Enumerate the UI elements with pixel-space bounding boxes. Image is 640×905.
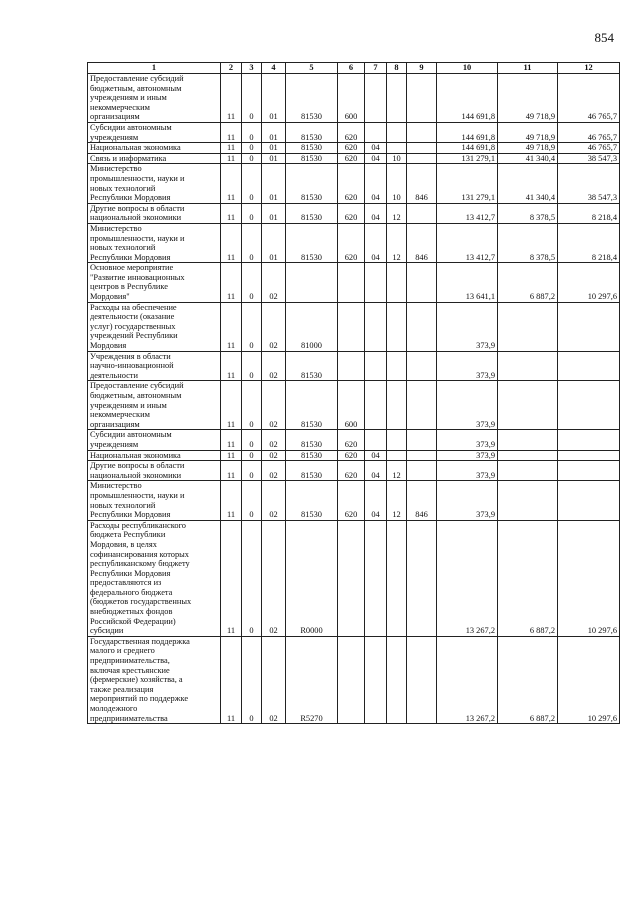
row-name-text: Министерство промышленности, науки и новых технологий Республики Мордовия xyxy=(90,223,185,262)
cell-col-9 xyxy=(407,74,437,123)
cell-col-3: 0 xyxy=(242,351,262,381)
cell-col-5: 81530 xyxy=(286,481,338,520)
cell-col-6 xyxy=(338,520,365,636)
cell-col-10: 144 691,8 xyxy=(437,122,498,142)
cell-col-8: 10 xyxy=(387,164,407,203)
cell-col-2: 11 xyxy=(221,122,242,142)
cell-col-6: 620 xyxy=(338,461,365,481)
row-name-cell xyxy=(88,122,221,142)
cell-col-8 xyxy=(387,636,407,723)
row-name-text: Субсидии автономным учреждениям xyxy=(90,122,172,142)
cell-col-11 xyxy=(498,351,558,381)
cell-col-7: 04 xyxy=(365,153,387,164)
cell-col-5: 81530 xyxy=(286,143,338,154)
table-row xyxy=(88,122,620,142)
cell-col-3: 0 xyxy=(242,430,262,450)
cell-col-12 xyxy=(558,381,620,430)
row-name-text: Расходы республиканского бюджета Республики Мордовия, в целях софинансирования которых республиканскому бюджету Республики Мордовия предоставляются из федерального бюджета (бюджетов государственных внебюджетных фондов Российской Федерации) субсидии xyxy=(90,520,192,636)
cell-col-10: 144 691,8 xyxy=(437,74,498,123)
cell-col-5: 81530 xyxy=(286,450,338,461)
cell-col-12: 38 547,3 xyxy=(558,153,620,164)
cell-col-5: R0000 xyxy=(286,520,338,636)
cell-col-6: 620 xyxy=(338,203,365,223)
cell-col-9 xyxy=(407,153,437,164)
cell-col-3: 0 xyxy=(242,122,262,142)
cell-col-2: 11 xyxy=(221,164,242,203)
cell-col-3: 0 xyxy=(242,263,262,302)
cell-col-2: 11 xyxy=(221,481,242,520)
cell-col-5: 81530 xyxy=(286,153,338,164)
table-row xyxy=(88,461,620,481)
cell-col-4: 02 xyxy=(262,381,286,430)
cell-col-7 xyxy=(365,74,387,123)
cell-col-5: 81530 xyxy=(286,430,338,450)
cell-col-12: 46 765,7 xyxy=(558,74,620,123)
row-name-cell xyxy=(88,263,221,302)
cell-col-7: 04 xyxy=(365,164,387,203)
row-name-cell xyxy=(88,481,221,520)
cell-col-11: 41 340,4 xyxy=(498,153,558,164)
cell-col-11 xyxy=(498,430,558,450)
cell-col-4: 02 xyxy=(262,450,286,461)
cell-col-8 xyxy=(387,263,407,302)
table-row xyxy=(88,381,620,430)
cell-col-12: 8 218,4 xyxy=(558,203,620,223)
column-header: 8 xyxy=(387,63,407,74)
cell-col-3: 0 xyxy=(242,636,262,723)
table-body xyxy=(88,74,620,724)
cell-col-4: 02 xyxy=(262,263,286,302)
cell-col-4: 02 xyxy=(262,351,286,381)
cell-col-4: 02 xyxy=(262,430,286,450)
cell-col-11 xyxy=(498,450,558,461)
cell-col-11: 49 718,9 xyxy=(498,122,558,142)
cell-col-9 xyxy=(407,302,437,351)
cell-col-7 xyxy=(365,430,387,450)
cell-col-4: 01 xyxy=(262,164,286,203)
column-header: 10 xyxy=(437,63,498,74)
cell-col-7: 04 xyxy=(365,461,387,481)
cell-col-2: 11 xyxy=(221,302,242,351)
cell-col-8 xyxy=(387,351,407,381)
table-row xyxy=(88,302,620,351)
cell-col-7 xyxy=(365,351,387,381)
cell-col-8 xyxy=(387,430,407,450)
cell-col-6: 620 xyxy=(338,481,365,520)
cell-col-12: 46 765,7 xyxy=(558,143,620,154)
cell-col-10: 373,9 xyxy=(437,351,498,381)
row-name-cell xyxy=(88,450,221,461)
row-name-text: Национальная экономика xyxy=(90,450,181,460)
cell-col-4: 02 xyxy=(262,461,286,481)
cell-col-9 xyxy=(407,430,437,450)
cell-col-11 xyxy=(498,381,558,430)
cell-col-10: 131 279,1 xyxy=(437,164,498,203)
cell-col-5: 81530 xyxy=(286,164,338,203)
cell-col-6: 620 xyxy=(338,430,365,450)
cell-col-7: 04 xyxy=(365,223,387,262)
row-name-text: Другие вопросы в области национальной экономики xyxy=(90,203,185,223)
cell-col-12: 38 547,3 xyxy=(558,164,620,203)
cell-col-2: 11 xyxy=(221,223,242,262)
cell-col-6: 620 xyxy=(338,143,365,154)
cell-col-5 xyxy=(286,263,338,302)
cell-col-7: 04 xyxy=(365,450,387,461)
row-name-text: Государственная поддержка малого и среднего предпринимательства, включая крестьянские (фермерские) хозяйства, а также реализация мероприятий по поддержке молодежного предпринимательства xyxy=(90,636,190,723)
row-name-text: Министерство промышленности, науки и новых технологий Республики Мордовия xyxy=(90,481,185,520)
cell-col-10: 13 267,2 xyxy=(437,520,498,636)
cell-col-6 xyxy=(338,302,365,351)
cell-col-5: 81530 xyxy=(286,223,338,262)
cell-col-10: 373,9 xyxy=(437,381,498,430)
cell-col-2: 11 xyxy=(221,351,242,381)
cell-col-7 xyxy=(365,302,387,351)
cell-col-8: 12 xyxy=(387,223,407,262)
cell-col-6: 620 xyxy=(338,450,365,461)
cell-col-6 xyxy=(338,351,365,381)
cell-col-2: 11 xyxy=(221,461,242,481)
cell-col-9: 846 xyxy=(407,481,437,520)
cell-col-5: 81530 xyxy=(286,461,338,481)
row-name-text: Другие вопросы в области национальной экономики xyxy=(90,461,185,480)
cell-col-8 xyxy=(387,520,407,636)
cell-col-6: 620 xyxy=(338,223,365,262)
cell-col-9: 846 xyxy=(407,164,437,203)
row-name-text: Национальная экономика xyxy=(90,143,181,153)
cell-col-2: 11 xyxy=(221,450,242,461)
row-name-cell xyxy=(88,461,221,481)
cell-col-10: 13 412,7 xyxy=(437,203,498,223)
cell-col-7: 04 xyxy=(365,481,387,520)
cell-col-7 xyxy=(365,636,387,723)
cell-col-11 xyxy=(498,302,558,351)
table-row xyxy=(88,223,620,262)
cell-col-3: 0 xyxy=(242,520,262,636)
column-header: 7 xyxy=(365,63,387,74)
cell-col-2: 11 xyxy=(221,153,242,164)
cell-col-6 xyxy=(338,263,365,302)
cell-col-10: 13 267,2 xyxy=(437,636,498,723)
cell-col-3: 0 xyxy=(242,143,262,154)
row-name-text: Связь и информатика xyxy=(90,153,167,163)
table-row xyxy=(88,636,620,723)
cell-col-12: 46 765,7 xyxy=(558,122,620,142)
cell-col-9 xyxy=(407,351,437,381)
table-row xyxy=(88,143,620,154)
row-name-cell xyxy=(88,164,221,203)
cell-col-3: 0 xyxy=(242,153,262,164)
cell-col-4: 02 xyxy=(262,520,286,636)
cell-col-7: 04 xyxy=(365,203,387,223)
cell-col-2: 11 xyxy=(221,430,242,450)
table-header-row xyxy=(88,63,620,74)
cell-col-12 xyxy=(558,351,620,381)
cell-col-2: 11 xyxy=(221,636,242,723)
cell-col-6: 620 xyxy=(338,153,365,164)
cell-col-10: 373,9 xyxy=(437,481,498,520)
cell-col-5: 81000 xyxy=(286,302,338,351)
row-name-cell xyxy=(88,153,221,164)
cell-col-8: 12 xyxy=(387,461,407,481)
cell-col-5: 81530 xyxy=(286,203,338,223)
cell-col-9 xyxy=(407,520,437,636)
cell-col-3: 0 xyxy=(242,302,262,351)
cell-col-10: 373,9 xyxy=(437,461,498,481)
column-header: 12 xyxy=(558,63,620,74)
cell-col-11 xyxy=(498,481,558,520)
cell-col-2: 11 xyxy=(221,203,242,223)
cell-col-8 xyxy=(387,381,407,430)
cell-col-11: 8 378,5 xyxy=(498,223,558,262)
column-header: 3 xyxy=(242,63,262,74)
cell-col-12 xyxy=(558,302,620,351)
cell-col-12: 8 218,4 xyxy=(558,223,620,262)
cell-col-11: 41 340,4 xyxy=(498,164,558,203)
budget-table xyxy=(87,62,620,724)
cell-col-11: 49 718,9 xyxy=(498,74,558,123)
cell-col-3: 0 xyxy=(242,381,262,430)
cell-col-11: 49 718,9 xyxy=(498,143,558,154)
cell-col-11: 6 887,2 xyxy=(498,263,558,302)
cell-col-9 xyxy=(407,203,437,223)
cell-col-4: 01 xyxy=(262,74,286,123)
cell-col-12: 10 297,6 xyxy=(558,263,620,302)
row-name-text: Предоставление субсидий бюджетным, автономным учреждениям и иным некоммерческим организациям xyxy=(90,381,184,429)
cell-col-12 xyxy=(558,461,620,481)
cell-col-5: 81530 xyxy=(286,122,338,142)
cell-col-2: 11 xyxy=(221,263,242,302)
cell-col-8 xyxy=(387,143,407,154)
table-row xyxy=(88,203,620,223)
cell-col-7 xyxy=(365,122,387,142)
cell-col-3: 0 xyxy=(242,203,262,223)
cell-col-7 xyxy=(365,381,387,430)
cell-col-9: 846 xyxy=(407,223,437,262)
cell-col-9 xyxy=(407,636,437,723)
row-name-text: Расходы на обеспечение деятельности (оказание услуг) государственных учреждений Республики Мордовия xyxy=(90,302,178,351)
cell-col-8 xyxy=(387,122,407,142)
row-name-cell xyxy=(88,520,221,636)
cell-col-4: 01 xyxy=(262,143,286,154)
table-row xyxy=(88,481,620,520)
cell-col-7 xyxy=(365,263,387,302)
cell-col-9 xyxy=(407,263,437,302)
row-name-cell xyxy=(88,302,221,351)
cell-col-5: 81530 xyxy=(286,74,338,123)
cell-col-8 xyxy=(387,450,407,461)
cell-col-4: 01 xyxy=(262,122,286,142)
row-name-text: Учреждения в области научно-инновационной деятельности xyxy=(90,351,174,380)
cell-col-10: 13 641,1 xyxy=(437,263,498,302)
table-row xyxy=(88,263,620,302)
cell-col-8: 12 xyxy=(387,203,407,223)
cell-col-5: R5270 xyxy=(286,636,338,723)
column-header: 4 xyxy=(262,63,286,74)
table-row xyxy=(88,153,620,164)
row-name-text: Предоставление субсидий бюджетным, автономным учреждениям и иным некоммерческим организациям xyxy=(90,74,184,122)
cell-col-10: 373,9 xyxy=(437,302,498,351)
cell-col-4: 01 xyxy=(262,203,286,223)
cell-col-12 xyxy=(558,481,620,520)
cell-col-2: 11 xyxy=(221,74,242,123)
table-row xyxy=(88,164,620,203)
cell-col-2: 11 xyxy=(221,520,242,636)
row-name-cell xyxy=(88,223,221,262)
cell-col-7: 04 xyxy=(365,143,387,154)
row-name-cell xyxy=(88,381,221,430)
cell-col-3: 0 xyxy=(242,450,262,461)
row-name-text: Министерство промышленности, науки и новых технологий Республики Мордовия xyxy=(90,164,185,203)
cell-col-8 xyxy=(387,74,407,123)
cell-col-2: 11 xyxy=(221,381,242,430)
row-name-cell xyxy=(88,636,221,723)
cell-col-6 xyxy=(338,636,365,723)
cell-col-6: 600 xyxy=(338,381,365,430)
cell-col-9 xyxy=(407,450,437,461)
cell-col-3: 0 xyxy=(242,481,262,520)
cell-col-6: 620 xyxy=(338,122,365,142)
cell-col-10: 144 691,8 xyxy=(437,143,498,154)
cell-col-3: 0 xyxy=(242,164,262,203)
cell-col-4: 02 xyxy=(262,481,286,520)
page-number: 854 xyxy=(594,30,614,45)
row-name-cell xyxy=(88,74,221,123)
cell-col-9 xyxy=(407,381,437,430)
cell-col-10: 373,9 xyxy=(437,430,498,450)
cell-col-9 xyxy=(407,122,437,142)
cell-col-12: 10 297,6 xyxy=(558,636,620,723)
cell-col-3: 0 xyxy=(242,223,262,262)
column-header: 6 xyxy=(338,63,365,74)
cell-col-11: 6 887,2 xyxy=(498,636,558,723)
cell-col-10: 131 279,1 xyxy=(437,153,498,164)
row-name-cell xyxy=(88,430,221,450)
row-name-cell xyxy=(88,203,221,223)
cell-col-5: 81530 xyxy=(286,381,338,430)
column-header: 1 xyxy=(88,63,221,74)
table-row xyxy=(88,351,620,381)
table-row xyxy=(88,74,620,123)
column-header: 11 xyxy=(498,63,558,74)
cell-col-6: 600 xyxy=(338,74,365,123)
cell-col-5: 81530 xyxy=(286,351,338,381)
cell-col-10: 373,9 xyxy=(437,450,498,461)
cell-col-7 xyxy=(365,520,387,636)
cell-col-12 xyxy=(558,450,620,461)
column-header: 2 xyxy=(221,63,242,74)
cell-col-3: 0 xyxy=(242,74,262,123)
cell-col-11 xyxy=(498,461,558,481)
cell-col-11: 8 378,5 xyxy=(498,203,558,223)
table-row xyxy=(88,430,620,450)
table-row xyxy=(88,450,620,461)
column-header: 5 xyxy=(286,63,338,74)
cell-col-6: 620 xyxy=(338,164,365,203)
cell-col-9 xyxy=(407,143,437,154)
cell-col-4: 02 xyxy=(262,636,286,723)
cell-col-11: 6 887,2 xyxy=(498,520,558,636)
row-name-text: Субсидии автономным учреждениям xyxy=(90,430,172,449)
row-name-cell xyxy=(88,143,221,154)
table-row xyxy=(88,520,620,636)
column-header: 9 xyxy=(407,63,437,74)
cell-col-9 xyxy=(407,461,437,481)
cell-col-8 xyxy=(387,302,407,351)
cell-col-12: 10 297,6 xyxy=(558,520,620,636)
cell-col-8: 10 xyxy=(387,153,407,164)
cell-col-4: 02 xyxy=(262,302,286,351)
cell-col-10: 13 412,7 xyxy=(437,223,498,262)
row-name-text: Основное мероприятие "Развитие инновационных центров в Республике Мордовия" xyxy=(90,263,185,302)
cell-col-2: 11 xyxy=(221,143,242,154)
cell-col-12 xyxy=(558,430,620,450)
cell-col-4: 01 xyxy=(262,153,286,164)
cell-col-3: 0 xyxy=(242,461,262,481)
row-name-cell xyxy=(88,351,221,381)
cell-col-8: 12 xyxy=(387,481,407,520)
cell-col-4: 01 xyxy=(262,223,286,262)
